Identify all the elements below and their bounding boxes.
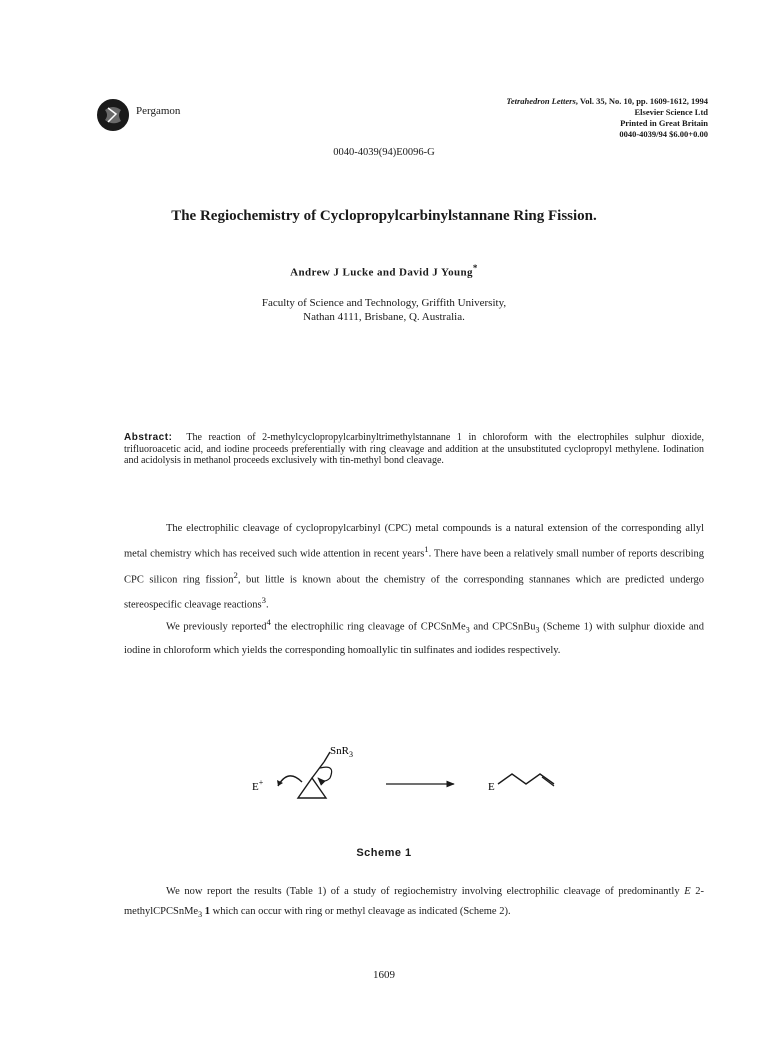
- page-number: 1609: [373, 969, 395, 981]
- p3-text-c: which can occur with ring or methyl cleavage as indicated (Scheme 2).: [209, 906, 511, 917]
- p2-subscript-1: 3: [465, 625, 470, 635]
- scheme-1-diagram: [240, 738, 580, 822]
- journal-line: [506, 96, 708, 107]
- compound-1-label: 1: [202, 906, 210, 917]
- p1-text-c: , but little is known about the chemistry of the corresponding stannanes which are predicted undergo stereospecific cleavage reactions: [124, 574, 705, 611]
- electron-flow-arrow: [278, 776, 302, 786]
- author-affiliation: [0, 296, 768, 324]
- p1-text-a: The electrophilic cleavage of cyclopropylcarbinyl (CPC) metal compounds is a natural extension of the corresponding allyl metal chemistry which has received such wide attention in recent years: [124, 523, 704, 560]
- reference-4: 4: [266, 617, 271, 627]
- abstract-label: Abstract:: [124, 432, 173, 443]
- body-paragraph-2: [124, 612, 704, 661]
- p3-subscript-1: 3: [198, 910, 203, 920]
- double-bond-line: [542, 777, 554, 786]
- p3-text-a: We now report the results (Table 1) of a study of regiochemistry involving electrophilic cleavage of predominantly: [166, 886, 685, 897]
- pergamon-logo: [96, 98, 130, 132]
- electrophile-label: E+: [252, 778, 264, 793]
- affiliation-line-2: Nathan 4111, Brisbane, Q. Australia.: [303, 311, 465, 323]
- body-paragraph-1: [124, 519, 704, 616]
- reference-3: 3: [261, 595, 266, 605]
- p2-text-c: and CPCSnBu: [469, 621, 536, 633]
- p3-text-b: 2-methylCPCSnMe: [124, 886, 704, 917]
- publisher-line: Elsevier Science Ltd: [634, 107, 708, 117]
- body-paragraph-3: [124, 882, 704, 925]
- ring-cleavage-arrow: [318, 767, 332, 781]
- article-title: The Regiochemistry of Cyclopropylcarbinylstannane Ring Fission.: [171, 208, 597, 224]
- corresponding-author-mark: *: [472, 263, 478, 273]
- stannyl-group-label: SnR$_3$: [330, 745, 353, 759]
- publisher-name: Pergamon: [136, 105, 181, 117]
- p2-text-a: We previously reported: [166, 621, 267, 633]
- p2-text-d: (Scheme 1) with sulphur dioxide and iodine in chloroform which yields the corresponding homoallylic tin sulfinates and iodides respectively.: [124, 621, 704, 656]
- printed-line: Printed in Great Britain: [620, 118, 708, 128]
- journal-name: Tetrahedron Letters: [506, 96, 576, 106]
- journal-volume-pages: , Vol. 35, No. 10, pp. 1609-1612, 1994: [575, 96, 708, 106]
- affiliation-line-1: Faculty of Science and Technology, Griffith University,: [261, 297, 507, 309]
- product-electrophile-label: E: [488, 781, 495, 793]
- carbinyl-bond: [312, 762, 324, 778]
- abstract: [124, 432, 704, 467]
- p1-text-d: .: [265, 599, 269, 611]
- abstract-text: The reaction of 2-methylcyclopropylcarbinyltrimethylstannane 1 in chloroform with the electrophiles sulphur dioxide, trifluoroacetic acid, and iodine proceeds preferentially with ring cleavage and addition at the unsubstituted cyclopropyl methylene. Iodination and acidolysis in methanol proceeds exclusively with tin-methyl bond cleavage.: [124, 432, 704, 466]
- reference-1: 1: [424, 544, 429, 554]
- p1-text-b: . There have been a relatively small number of reports describing CPC silicon ring fission: [124, 548, 704, 585]
- scheme-1-label: Scheme 1: [356, 847, 412, 859]
- journal-citation-block: [506, 96, 708, 140]
- article-authors: [0, 263, 768, 279]
- p2-subscript-2: 3: [535, 625, 540, 635]
- p2-text-b: the electrophilic ring cleavage of CPCSnMe: [270, 621, 466, 633]
- author-names: Andrew J Lucke and David J Young: [290, 266, 473, 279]
- price-line: 0040-4039/94 $6.00+0.00: [619, 129, 708, 139]
- p3-italic-e: E: [684, 886, 691, 897]
- article-doi: 0040-4039(94)E0096-G: [333, 147, 435, 158]
- reference-2: 2: [233, 569, 238, 580]
